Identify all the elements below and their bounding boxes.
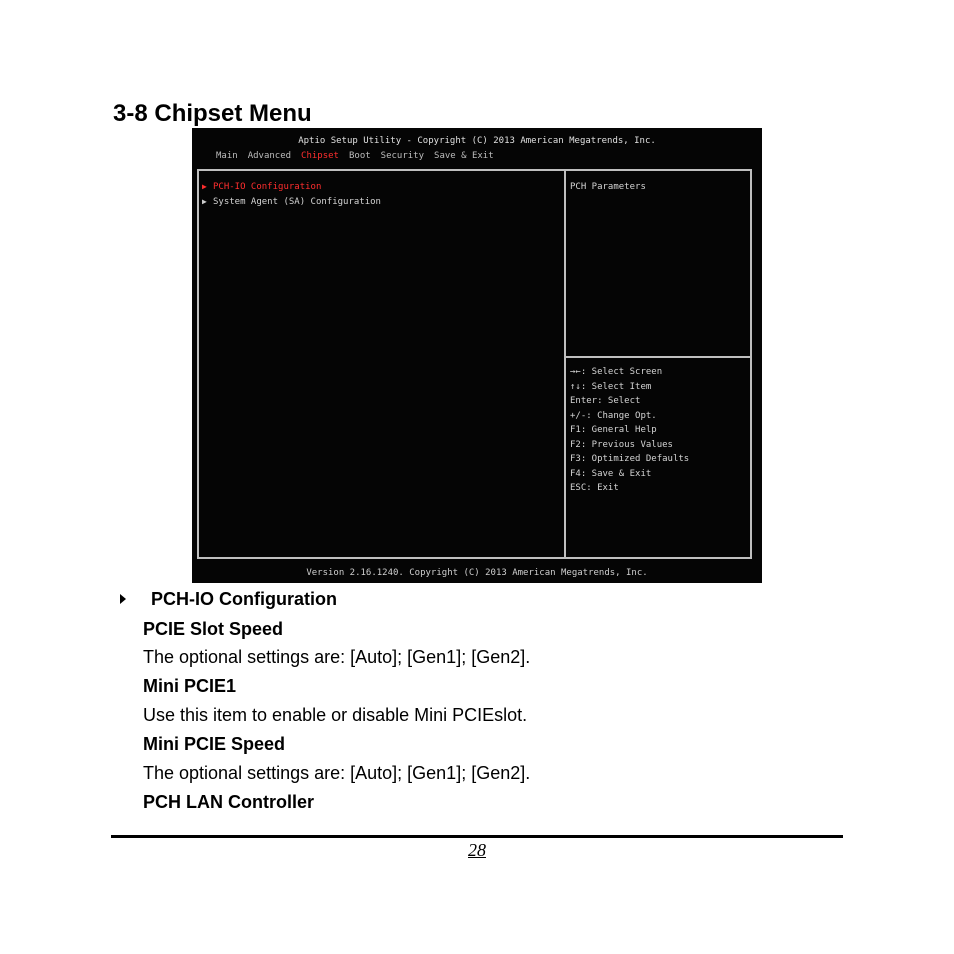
submenu-arrow-icon: ▶ <box>202 182 207 191</box>
entry-heading: PCH LAN Controller <box>143 792 314 812</box>
section-title: 3-8 Chipset Menu <box>113 100 312 127</box>
key-hint: F2: Previous Values <box>570 439 673 450</box>
bios-tab-bar <box>216 149 494 164</box>
entry-heading: Mini PCIE Speed <box>143 734 286 754</box>
tab-main[interactable]: Main <box>216 151 238 161</box>
item-heading <box>117 589 337 609</box>
key-hint: +/-: Change Opt. <box>570 410 657 421</box>
bios-help-text: PCH Parameters <box>570 182 646 192</box>
page-number-text: 28 <box>468 840 486 860</box>
key-hint: ESC: Exit <box>570 483 619 493</box>
entry-heading: PCIE Slot Speed <box>143 619 284 639</box>
menu-item-label: System Agent (SA) Configuration <box>213 196 381 207</box>
submenu-arrow-icon: ▶ <box>202 196 207 206</box>
entry-text: The optional settings are: [Auto]; [Gen1]; [Gen2]. <box>143 647 531 667</box>
key-hint: F4: Save & Exit <box>570 468 652 479</box>
bios-key-legend <box>570 365 689 496</box>
key-hint: ↑↓: Select Item <box>570 381 652 392</box>
entry-text: The optional settings are: [Auto]; [Gen1]; [Gen2]. <box>143 763 531 783</box>
menu-item-system-agent[interactable] <box>202 195 381 210</box>
bios-version: Version 2.16.1240. Copyright (C) 2013 American Megatrends, Inc. <box>306 568 648 578</box>
tab-boot[interactable]: Boot <box>348 151 371 161</box>
tab-advanced[interactable]: Advanced <box>247 151 292 161</box>
footer-rule <box>111 835 843 838</box>
tab-chipset[interactable]: Chipset <box>301 151 339 161</box>
key-hint: F1: General Help <box>570 425 657 435</box>
bios-frame <box>197 169 752 559</box>
key-hint: F3: Optimized Defaults <box>570 454 690 464</box>
bullet-arrow-icon <box>120 594 126 604</box>
bios-divider-vertical <box>564 171 566 557</box>
page-number <box>0 840 954 860</box>
bios-divider-horizontal <box>566 356 750 358</box>
tab-security[interactable]: Security <box>380 151 425 161</box>
menu-item-pch-io[interactable] <box>202 180 381 195</box>
entry-heading: Mini PCIE1 <box>143 676 237 696</box>
entry-text: Use this item to enable or disable Mini PCIEslot. <box>143 705 528 725</box>
item-heading-text: PCH-IO Configuration <box>151 589 337 609</box>
key-hint: Enter: Select <box>570 396 641 406</box>
menu-item-label: PCH-IO Configuration <box>213 182 322 192</box>
bios-title: Aptio Setup Utility - Copyright (C) 2013 American Megatrends, Inc. <box>298 136 656 146</box>
tab-save-exit[interactable]: Save & Exit <box>434 151 494 161</box>
bios-menu <box>202 180 381 209</box>
key-hint: →←: Select Screen <box>570 367 663 377</box>
bios-screenshot <box>192 128 762 583</box>
